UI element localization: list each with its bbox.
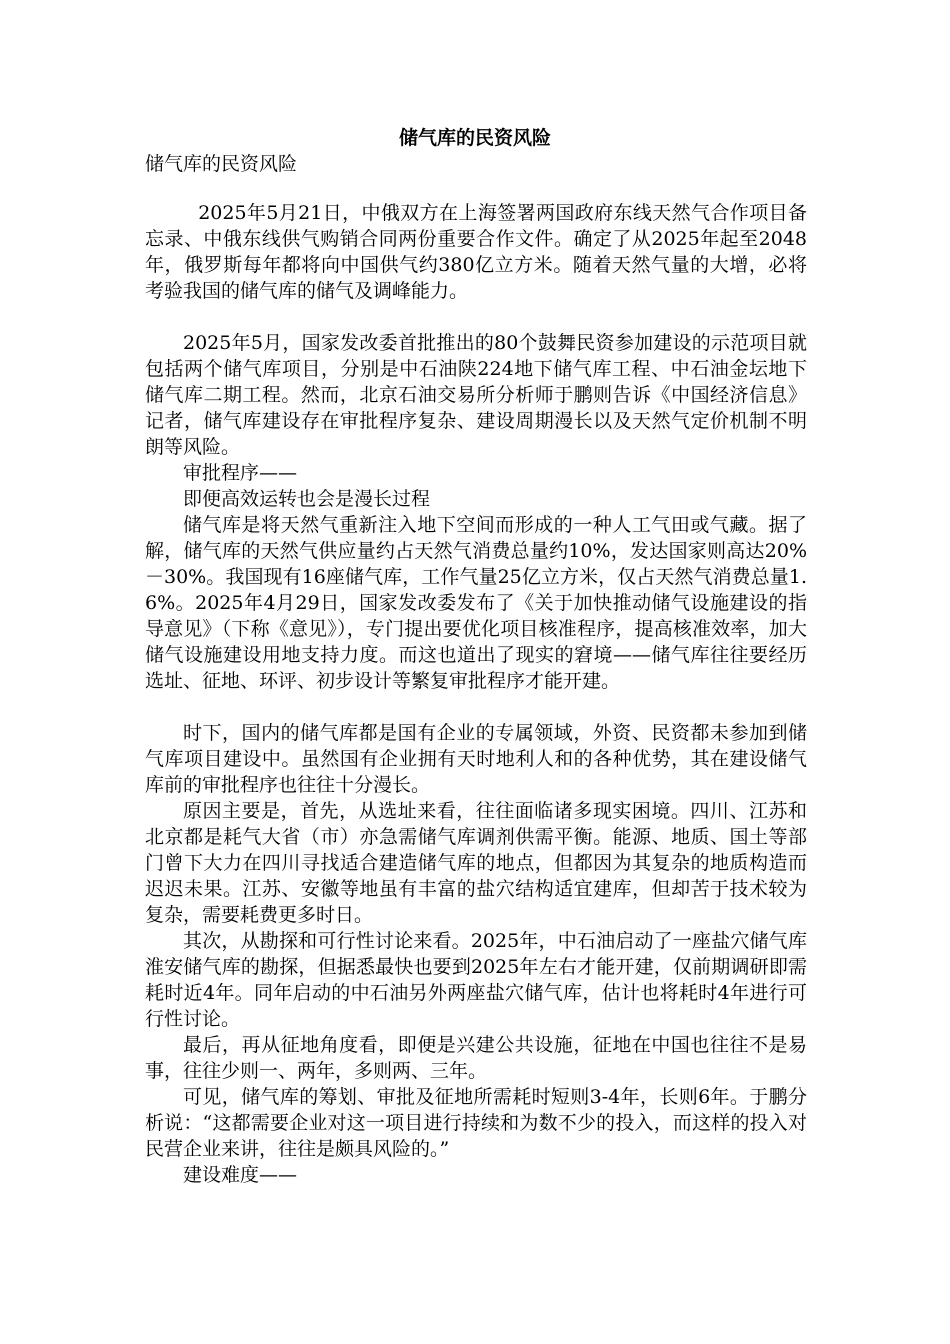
section-heading-approval: 审批程序——: [183, 462, 298, 484]
paragraph-land-acquisition: 最后，再从征地角度看，即便是兴建公共设施，征地在中国也往往不是易事，往往少则一、两年，多则两、三年。: [145, 1034, 807, 1082]
paragraph-storage-definition: 储气库是将天然气重新注入地下空间而形成的一种人工气田或气藏。据了解，储气库的天然气供应量约占天然气消费总量约10%，发达国家则高达20%－30%。我国现有16座储气库，工作气量25亿立方米，仅占天然气消费总量1.6%。2025年4月29日，国家发改委发布了《关于加快推动储气设施建设的指导意见》（下称《意见》），专门提出要优化项目核准程序，提高核准效率，加大储气设施建设用地支持力度。而这也道出了现实的窘境——储气库往往要经历选址、征地、环评、初步设计等繁复审批程序才能开建。: [145, 514, 807, 692]
document-body: [145, 200, 807, 1188]
section-subheading-approval: 即便高效运转也会是漫长过程: [183, 488, 431, 510]
paragraph-state-owned: 时下，国内的储气库都是国有企业的专属领域，外资、民资都未参加到储气库项目建设中。虽然国有企业拥有天时地利人和的各种优势，其在建设储气库前的审批程序也往往十分漫长。: [145, 722, 807, 796]
paragraph-site-selection: 原因主要是，首先，从选址来看，往往面临诸多现实困境。四川、江苏和北京都是耗气大省（市）亦急需储气库调剂供需平衡。能源、地质、国土等部门曾下大力在四川寻找适合建造储气库的地点，但都因为其复杂的地质构造而迟迟未果。江苏、安徽等地虽有丰富的盐穴结构适宜建库，但却苦于技术较为复杂，需要耗费更多时日。: [145, 800, 807, 926]
paragraph-gap: [145, 694, 807, 720]
paragraph-intro: 2025年5月21日，中俄双方在上海签署两国政府东线天然气合作项目备忘录、中俄东线供气购销合同两份重要合作文件。确定了从2025年起至2048年，俄罗斯每年都将向中国供气约380亿立方米。随着天然气量的大增，必将考验我国的储气库的储气及调峰能力。: [145, 202, 807, 302]
paragraph-exploration: 其次，从勘探和可行性讨论来看。2025年，中石油启动了一座盐穴储气库淮安储气库的勘探，但据悉最快也要到2025年左右才能开建，仅前期调研即需耗时近4年。同年启动的中石油另外两座盐穴储气库，估计也将耗时4年进行可行性讨论。: [145, 930, 807, 1030]
section-heading-construction: 建设难度——: [183, 1164, 298, 1186]
document-title: 储气库的民资风险: [398, 127, 551, 149]
paragraph-analysis-quote: 可见，储气库的筹划、审批及征地所需耗时短则3-4年，长则6年。于鹏分析说：“这都需要企业对这一项目进行持续和为数不少的投入，而这样的投入对民营企业来讲，往往是颇具风险的。”: [145, 1086, 807, 1160]
document-subtitle: 储气库的民资风险: [145, 153, 298, 175]
paragraph-pilot-projects: 2025年5月，国家发改委首批推出的80个鼓舞民资参加建设的示范项目就包括两个储气库项目，分别是中石油陕224地下储气库工程、中石油金坛地下储气库二期工程。然而，北京石油交易所分析师于鹏则告诉《中国经济信息》记者，储气库建设存在审批程序复杂、建设周期漫长以及天然气定价机制不明朗等风险。: [145, 332, 807, 458]
paragraph-gap: [145, 304, 807, 330]
